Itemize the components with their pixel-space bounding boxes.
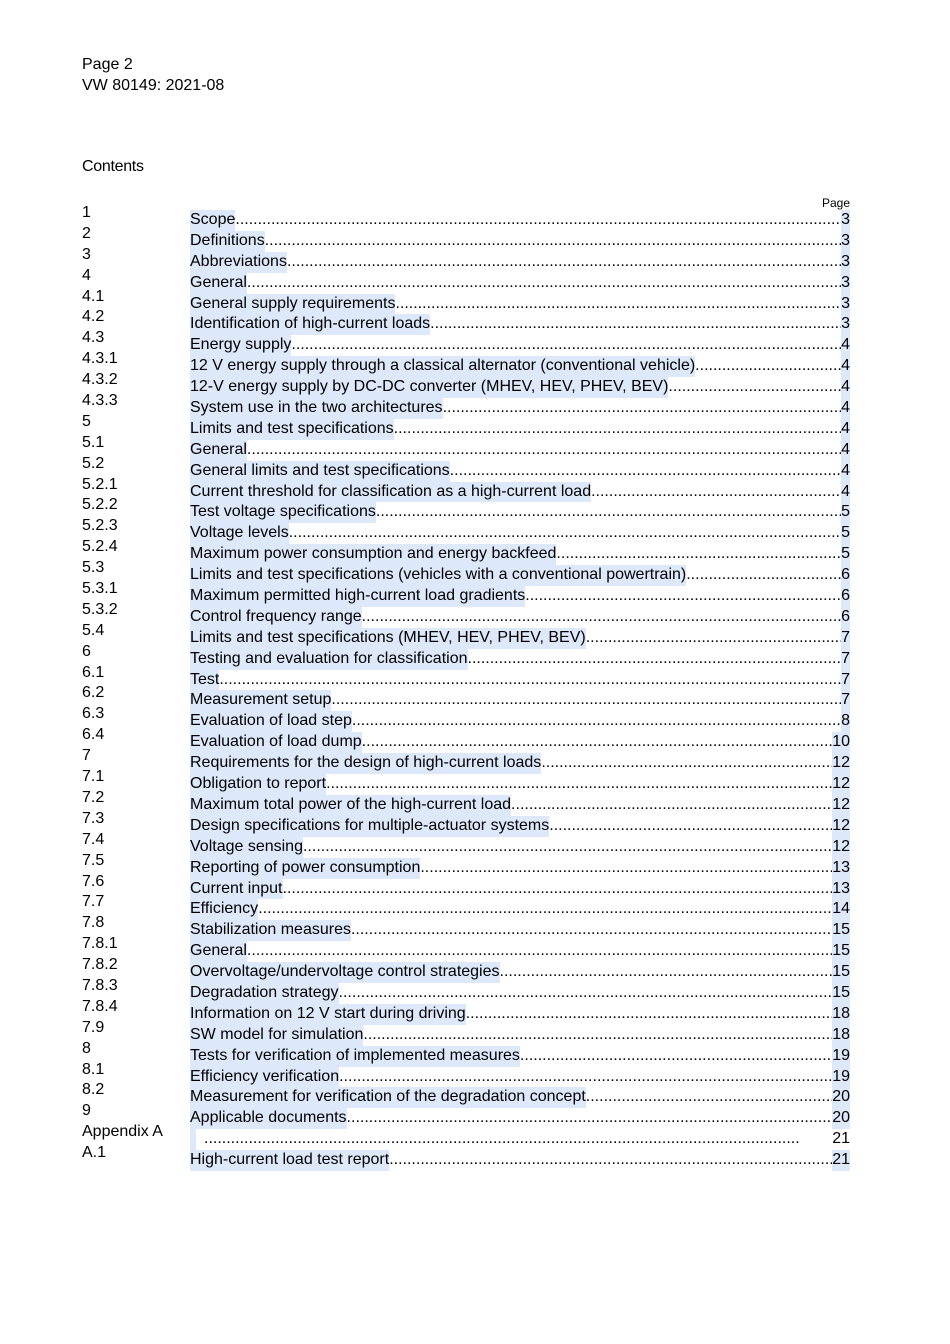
section-number: Appendix A	[82, 1123, 163, 1141]
toc-entry-link[interactable]	[190, 690, 850, 711]
toc-entry-link[interactable]	[190, 461, 850, 482]
dot-leader	[265, 231, 841, 252]
toc-entry-title: Reporting of power consumption	[190, 858, 420, 879]
toc-entry-title: General supply requirements	[190, 294, 395, 315]
toc-entry-page: 12	[832, 753, 850, 774]
section-number: 7.3	[82, 809, 105, 827]
section-number: 4.3.2	[82, 371, 118, 389]
toc-entry-title: Definitions	[190, 231, 265, 252]
toc-entry-page: 8	[841, 711, 850, 732]
toc-entry-page: 13	[832, 879, 850, 900]
toc-entry-link[interactable]	[190, 1129, 850, 1150]
toc-entry-title: Energy supply	[190, 335, 291, 356]
toc-entry-title: Evaluation of load dump	[190, 732, 362, 753]
toc-entry-link[interactable]	[190, 544, 850, 565]
dot-leader	[363, 1025, 832, 1046]
toc-entry-title: Voltage levels	[190, 523, 289, 544]
section-number: 4.3.3	[82, 392, 118, 410]
toc-entry-page: 3	[841, 252, 850, 273]
toc-entry-page: 15	[832, 920, 850, 941]
dot-leader	[500, 962, 833, 983]
toc-entry-link[interactable]	[190, 1067, 850, 1088]
document-id-header: VW 80149: 2021-08	[82, 77, 225, 94]
toc-entry-page: 12	[832, 774, 850, 795]
dot-leader	[520, 1046, 832, 1067]
dot-leader	[352, 711, 841, 732]
toc-entry-title: Limits and test specifications	[190, 419, 394, 440]
toc-entry-title: Degradation strategy	[190, 983, 339, 1004]
toc-entry-link[interactable]	[190, 607, 850, 628]
toc-entry-page: 14	[832, 899, 850, 920]
toc-entry-title: Test voltage specifications	[190, 502, 376, 523]
section-number: 7	[82, 747, 91, 765]
toc-entry-page: 20	[832, 1108, 850, 1129]
contents-heading: Contents	[82, 158, 144, 175]
section-number: 5.4	[82, 621, 105, 639]
toc-entry-link[interactable]	[190, 482, 850, 503]
section-number: 6	[82, 642, 91, 660]
section-number: 8.1	[82, 1060, 105, 1078]
toc-entry-page: 18	[832, 1004, 850, 1025]
dot-leader	[287, 252, 841, 273]
section-number: 4	[82, 266, 91, 284]
toc-entry-page: 4	[841, 356, 850, 377]
toc-entry-title: Applicable documents	[190, 1108, 347, 1129]
toc-entry-title: Scope	[190, 210, 235, 231]
toc-entry-page: 4	[841, 482, 850, 503]
toc-entry-link[interactable]	[190, 252, 850, 273]
section-number: 4.1	[82, 287, 105, 305]
toc-entry-page: 21	[832, 1150, 850, 1171]
dot-leader	[247, 941, 832, 962]
toc-entry-link[interactable]	[190, 231, 850, 252]
toc-entry-page: 3	[841, 273, 850, 294]
section-number: 5.2.2	[82, 496, 118, 514]
toc-entry-link[interactable]	[190, 1150, 850, 1171]
section-number: 7.8.2	[82, 956, 118, 974]
dot-leader	[511, 795, 832, 816]
toc-entry-link[interactable]	[190, 858, 850, 879]
toc-entry-link[interactable]	[190, 1108, 850, 1129]
dot-leader	[235, 210, 841, 231]
dot-leader	[466, 1004, 833, 1025]
dot-leader	[686, 565, 841, 586]
section-number: 6.3	[82, 705, 105, 723]
toc-entry-title: Abbreviations	[190, 252, 287, 273]
toc-entry-link[interactable]	[190, 1025, 850, 1046]
dot-leader	[443, 398, 842, 419]
section-number: 3	[82, 245, 91, 263]
section-number: 5.1	[82, 433, 105, 451]
toc-entry-page: 10	[832, 732, 850, 753]
toc-entry-link[interactable]	[190, 816, 850, 837]
section-number: 5.3	[82, 559, 105, 577]
toc-entry-link[interactable]	[190, 795, 850, 816]
toc-entry-page: 7	[841, 628, 850, 649]
section-number: 1	[82, 204, 91, 221]
toc-entry-title: General	[190, 273, 247, 294]
toc-entry-page: 19	[832, 1067, 850, 1088]
toc-entry-title: Limits and test specifications (MHEV, HEV, PHEV, BEV)	[190, 628, 586, 649]
toc-entry-title: Control frequency range	[190, 607, 362, 628]
toc-entry-title: General	[190, 941, 247, 962]
section-number: 8	[82, 1039, 91, 1057]
dot-leader	[303, 837, 832, 858]
toc-entry-link[interactable]	[190, 314, 850, 335]
dot-leader	[376, 502, 841, 523]
toc-entry-link[interactable]	[190, 920, 850, 941]
toc-entry-page: 4	[841, 419, 850, 440]
section-number: 7.8.1	[82, 935, 118, 953]
toc-entry-link[interactable]	[190, 983, 850, 1004]
toc-entry-link[interactable]	[190, 837, 850, 858]
toc-entry-link[interactable]	[190, 356, 850, 377]
dot-leader	[586, 628, 841, 649]
dot-leader	[258, 899, 832, 920]
dot-leader	[351, 920, 832, 941]
toc-entry-link[interactable]	[190, 753, 850, 774]
toc-entry-title: Identification of high-current loads	[190, 314, 430, 335]
dot-leader	[247, 273, 841, 294]
toc-entry-title: Test	[190, 670, 219, 691]
toc-entry-page: 15	[832, 983, 850, 1004]
section-number: 7.9	[82, 1018, 105, 1036]
dot-leader	[347, 1108, 833, 1129]
toc-entry-page: 7	[841, 670, 850, 691]
dot-leader	[450, 461, 841, 482]
dot-leader	[326, 774, 832, 795]
toc-entry-title: General limits and test specifications	[190, 461, 450, 482]
toc-entry-page: 5	[841, 523, 850, 544]
section-number: 8.2	[82, 1081, 105, 1099]
toc-entry-title: SW model for simulation	[190, 1025, 363, 1046]
section-number: 6.2	[82, 684, 105, 702]
toc-entry-link[interactable]	[190, 335, 850, 356]
toc-entry-title: Overvoltage/undervoltage control strategies	[190, 962, 500, 983]
section-number-column	[82, 203, 163, 1164]
toc-entry-title: High-current load test report	[190, 1150, 389, 1171]
toc-entry-page: 5	[841, 544, 850, 565]
toc-entry-link[interactable]	[190, 628, 850, 649]
toc-entry-title: Obligation to report	[190, 774, 326, 795]
section-number: 7.4	[82, 830, 105, 848]
dot-leader	[204, 1129, 800, 1150]
toc-entry-link[interactable]	[190, 1087, 850, 1108]
toc-entry-title: Efficiency verification	[190, 1067, 339, 1088]
dot-leader	[525, 586, 841, 607]
toc-entry-page: 6	[841, 607, 850, 628]
dot-leader	[289, 523, 841, 544]
toc-entry-page: 12	[832, 837, 850, 858]
section-number: 5.2.4	[82, 538, 118, 556]
toc-entry-page: 6	[841, 565, 850, 586]
section-number: 5.3.1	[82, 580, 118, 598]
toc-entry-link[interactable]	[190, 732, 850, 753]
toc-entry-page: 19	[832, 1046, 850, 1067]
toc-entry-page: 18	[832, 1025, 850, 1046]
section-number: 2	[82, 224, 91, 242]
section-number: 4.3.1	[82, 350, 118, 368]
toc-entry-page: 15	[832, 962, 850, 983]
toc-entry-title: Efficiency	[190, 899, 258, 920]
toc-entry-link[interactable]	[190, 1046, 850, 1067]
toc-entry-link[interactable]	[190, 941, 850, 962]
toc-entry-link[interactable]	[190, 1004, 850, 1025]
toc-entry-page: 3	[841, 314, 850, 335]
toc-entry-page: 3	[841, 210, 850, 231]
toc-entry-link[interactable]	[190, 523, 850, 544]
dot-leader	[591, 482, 841, 503]
section-number: 5	[82, 412, 91, 430]
toc-entry-title: Evaluation of load step	[190, 711, 352, 732]
toc-entry-link[interactable]	[190, 377, 850, 398]
dot-leader	[556, 544, 841, 565]
toc-entry-link[interactable]	[190, 962, 850, 983]
section-number: 7.8.4	[82, 997, 118, 1015]
section-number: 9	[82, 1102, 91, 1120]
section-number: 7.8	[82, 914, 105, 932]
section-number: 4.2	[82, 308, 105, 326]
toc-entry-page: 6	[841, 586, 850, 607]
toc-entry-page: 7	[841, 649, 850, 670]
page-column-label: Page	[821, 196, 850, 210]
toc-entry-title: Tests for verification of implemented measures	[190, 1046, 520, 1067]
section-number: 6.4	[82, 726, 105, 744]
dot-leader	[389, 1150, 832, 1171]
toc-entry-link[interactable]	[190, 879, 850, 900]
toc-entry-link[interactable]	[190, 210, 850, 231]
dot-leader	[420, 858, 832, 879]
dot-leader	[430, 314, 841, 335]
toc-entry-link[interactable]	[190, 419, 850, 440]
toc-entry-link[interactable]	[190, 565, 850, 586]
toc-entry-title: Voltage sensing	[190, 837, 303, 858]
toc-entry-page: 4	[841, 398, 850, 419]
toc-entry-title	[190, 1129, 196, 1150]
toc-entry-link[interactable]	[190, 294, 850, 315]
toc-entry-title: Current threshold for classification as a high-current load	[190, 482, 591, 503]
toc-entry-title: 12 V energy supply through a classical alternator (conventional vehicle)	[190, 356, 695, 377]
toc-entry-page: 12	[832, 816, 850, 837]
toc-entry-title: Information on 12 V start during driving	[190, 1004, 466, 1025]
dot-leader	[283, 879, 833, 900]
toc-entry-title: Testing and evaluation for classification	[190, 649, 468, 670]
toc-entry-page: 4	[841, 335, 850, 356]
toc-entry-page: 4	[841, 440, 850, 461]
toc-entry-link[interactable]	[190, 774, 850, 795]
section-number: 5.2.3	[82, 517, 118, 535]
toc-entry-title: Limits and test specifications (vehicles with a conventional powertrain)	[190, 565, 686, 586]
toc-entry-title: Design specifications for multiple-actuator systems	[190, 816, 549, 837]
toc-entry-link[interactable]	[190, 502, 850, 523]
section-number: 7.7	[82, 893, 105, 911]
toc-entry-page: 21	[832, 1130, 850, 1148]
toc-entry-title: Stabilization measures	[190, 920, 351, 941]
section-number: 7.2	[82, 788, 105, 806]
toc-entry-page: 12	[832, 795, 850, 816]
section-number: 7.1	[82, 768, 105, 786]
section-number: 4.3	[82, 329, 105, 347]
section-number: 7.5	[82, 851, 105, 869]
dot-leader	[247, 440, 841, 461]
dot-leader	[362, 607, 841, 628]
dot-leader	[549, 816, 832, 837]
toc-entry-page: 13	[832, 858, 850, 879]
section-number: 6.1	[82, 663, 105, 681]
toc-entry-link[interactable]	[190, 649, 850, 670]
dot-leader	[291, 335, 841, 356]
toc-entry-link[interactable]	[190, 899, 850, 920]
toc-entry-title: Maximum permitted high-current load gradients	[190, 586, 525, 607]
dot-leader	[668, 377, 841, 398]
dot-leader	[339, 1067, 832, 1088]
dot-leader	[541, 753, 832, 774]
toc-entry-title: Measurement setup	[190, 690, 331, 711]
toc-entry-title: Requirements for the design of high-current loads	[190, 753, 541, 774]
dot-leader	[331, 690, 841, 711]
section-number: 5.2	[82, 454, 105, 472]
toc-entry-title: Maximum power consumption and energy backfeed	[190, 544, 556, 565]
toc-entry-page: 20	[832, 1087, 850, 1108]
toc-entry-title: Measurement for verification of the degradation concept	[190, 1087, 586, 1108]
toc-entry-page: 3	[841, 294, 850, 315]
section-number: 7.8.3	[82, 976, 118, 994]
dot-leader	[219, 670, 841, 691]
toc-entry-title: General	[190, 440, 247, 461]
dot-leader	[695, 356, 841, 377]
dot-leader	[394, 419, 841, 440]
dot-leader	[468, 649, 842, 670]
dot-leader	[362, 732, 833, 753]
toc-entry-title: Current input	[190, 879, 283, 900]
toc-entry-link[interactable]	[190, 586, 850, 607]
dot-leader	[339, 983, 833, 1004]
toc-entry-title: 12-V energy supply by DC-DC converter (MHEV, HEV, PHEV, BEV)	[190, 377, 668, 398]
toc-entry-title: System use in the two architectures	[190, 398, 443, 419]
section-number: 7.6	[82, 872, 105, 890]
page-number-header: Page 2	[82, 56, 133, 73]
toc-entry-page: 3	[841, 231, 850, 252]
toc-entry-link[interactable]	[190, 670, 850, 691]
toc-entry-page: 5	[841, 502, 850, 523]
toc-entry-link[interactable]	[190, 440, 850, 461]
section-number: 5.3.2	[82, 600, 118, 618]
toc-entries	[190, 210, 850, 1171]
toc-entry-page: 4	[841, 461, 850, 482]
toc-entry-link[interactable]	[190, 711, 850, 732]
section-number: A.1	[82, 1144, 107, 1162]
toc-entry-link[interactable]	[190, 273, 850, 294]
section-number: 5.2.1	[82, 475, 118, 493]
toc-entry-link[interactable]	[190, 398, 850, 419]
dot-leader	[586, 1087, 832, 1108]
toc-entry-page: 15	[832, 941, 850, 962]
toc-entry-page: 7	[841, 690, 850, 711]
toc-entry-page: 4	[841, 377, 850, 398]
dot-leader	[395, 294, 841, 315]
toc-entry-title: Maximum total power of the high-current load	[190, 795, 511, 816]
